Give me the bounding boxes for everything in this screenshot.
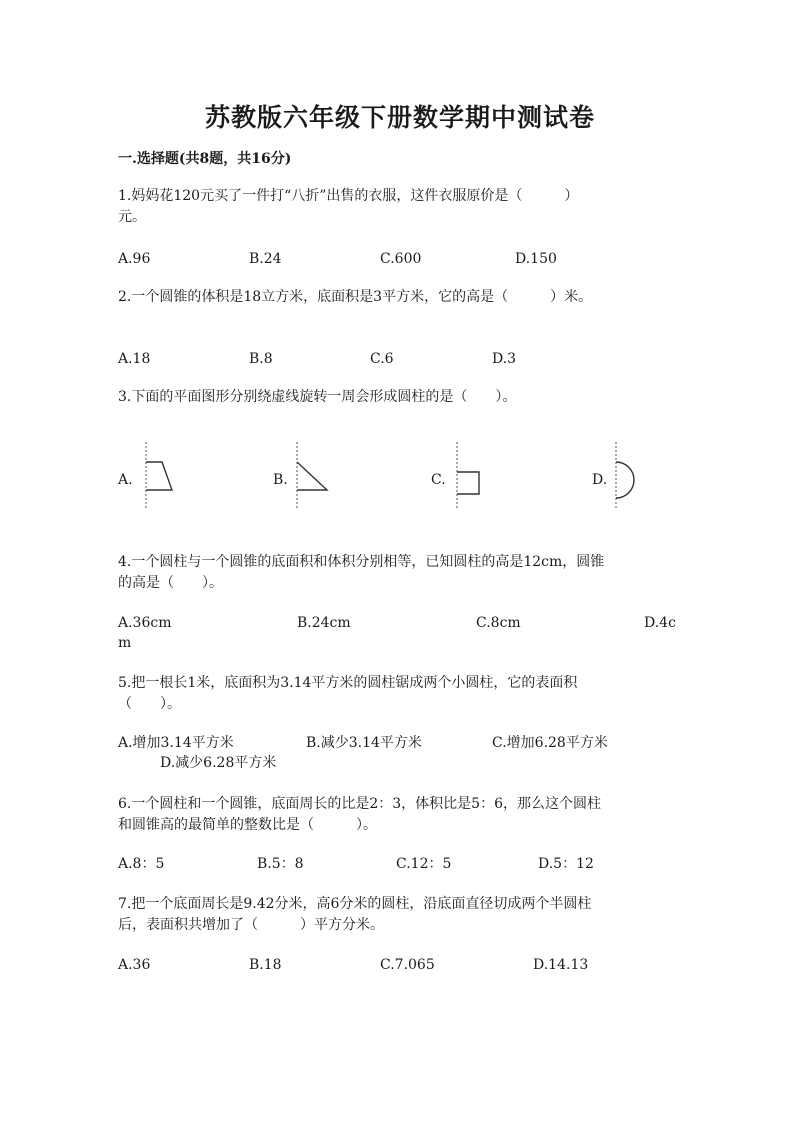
question-5-line-2: （ ）。	[118, 696, 181, 712]
question-6-option-c: C.12：5	[396, 856, 452, 872]
exam-title: 苏教版六年级下册数学期中测试卷	[204, 103, 595, 132]
question-7-option-b: B.18	[249, 957, 282, 973]
question-4-option-a: A.36cm	[118, 615, 172, 631]
question-1-line-2: 元。	[118, 209, 146, 225]
semicircle-shape	[608, 440, 648, 510]
question-7-option-d: D.14.13	[533, 957, 589, 973]
question-5-stem	[118, 673, 684, 715]
rectangle-shape	[451, 440, 501, 510]
question-1-option-d: D.150	[515, 251, 557, 267]
figure-b	[273, 440, 343, 520]
figure-c	[431, 440, 511, 520]
question-5-option-d: D.减少6.28平方米	[160, 755, 277, 771]
figure-d-label: D.	[592, 472, 608, 488]
figure-c-label: C.	[431, 472, 446, 488]
question-2-line-1: 2.一个圆锥的体积是18立方米，底面积是3平方米，它的高是（ ）米。	[118, 289, 593, 305]
figure-a-label: A.	[118, 472, 133, 488]
question-6-line-2: 和圆锥高的最简单的整数比是（ ）。	[118, 817, 377, 833]
question-2-option-a: A.18	[118, 351, 151, 367]
question-7-option-c: C.7.065	[380, 957, 435, 973]
question-2-stem	[118, 287, 684, 308]
question-4-line-2: 的高是（ ）。	[118, 575, 223, 591]
question-1-line-1: 1.妈妈花120元买了一件打“八折”出售的衣服，这件衣服原价是（ ）	[118, 188, 579, 204]
question-5-option-c: C.增加6.28平方米	[492, 735, 608, 751]
question-4-stem	[118, 552, 684, 594]
question-6-stem	[118, 794, 684, 836]
question-4-option-c: C.8cm	[476, 615, 521, 631]
figure-b-label: B.	[273, 472, 288, 488]
question-7-option-a: A.36	[118, 957, 151, 973]
triangle-shape	[291, 440, 341, 510]
question-6-line-1: 6.一个圆柱和一个圆锥，底面周长的比是2：3，体积比是5：6，那么这个圆柱	[118, 796, 601, 812]
question-2-option-b: B.8	[249, 351, 273, 367]
question-4-option-b: B.24cm	[297, 615, 351, 631]
question-3-stem	[118, 387, 684, 408]
question-4-line-1: 4.一个圆柱与一个圆锥的底面积和体积分别相等，已知圆柱的高是12cm，圆锥	[118, 554, 605, 570]
question-6-option-a: A.8：5	[118, 856, 165, 872]
figure-d	[592, 440, 652, 520]
question-5-line-1: 5.把一根长1米，底面积为3.14平方米的圆柱锯成两个小圆柱，它的表面积	[118, 675, 578, 691]
question-2-option-c: C.6	[370, 351, 394, 367]
question-6-option-b: B.5：8	[257, 856, 304, 872]
question-3-figures	[118, 440, 678, 520]
question-3-line-1: 3.下面的平面图形分别绕虚线旋转一周会形成圆柱的是（ ）。	[118, 389, 517, 405]
question-2-option-d: D.3	[492, 351, 517, 367]
question-6-option-d: D.5：12	[538, 856, 594, 872]
question-7-line-2: 后，表面积共增加了（ ）平方分米。	[118, 917, 384, 933]
question-5-option-a: A.增加3.14平方米	[118, 735, 234, 751]
question-7-stem	[118, 894, 684, 936]
section-heading: 一.选择题(共8题，共16分)	[118, 151, 292, 167]
question-7-line-1: 7.把一个底面周长是9.42分米，高6分米的圆柱，沿底面直径切成两个半圆柱	[118, 896, 592, 912]
question-1-option-c: C.600	[380, 251, 422, 267]
question-5-option-b: B.减少3.14平方米	[306, 735, 422, 751]
figure-a	[118, 440, 188, 520]
question-1-stem	[118, 186, 684, 228]
trapezoid-shape	[138, 440, 178, 510]
question-1-option-b: B.24	[249, 251, 282, 267]
question-4-option-d: D.4c	[644, 615, 676, 631]
question-4-option-d-wrap: m	[118, 635, 132, 651]
question-1-option-a: A.96	[118, 251, 151, 267]
